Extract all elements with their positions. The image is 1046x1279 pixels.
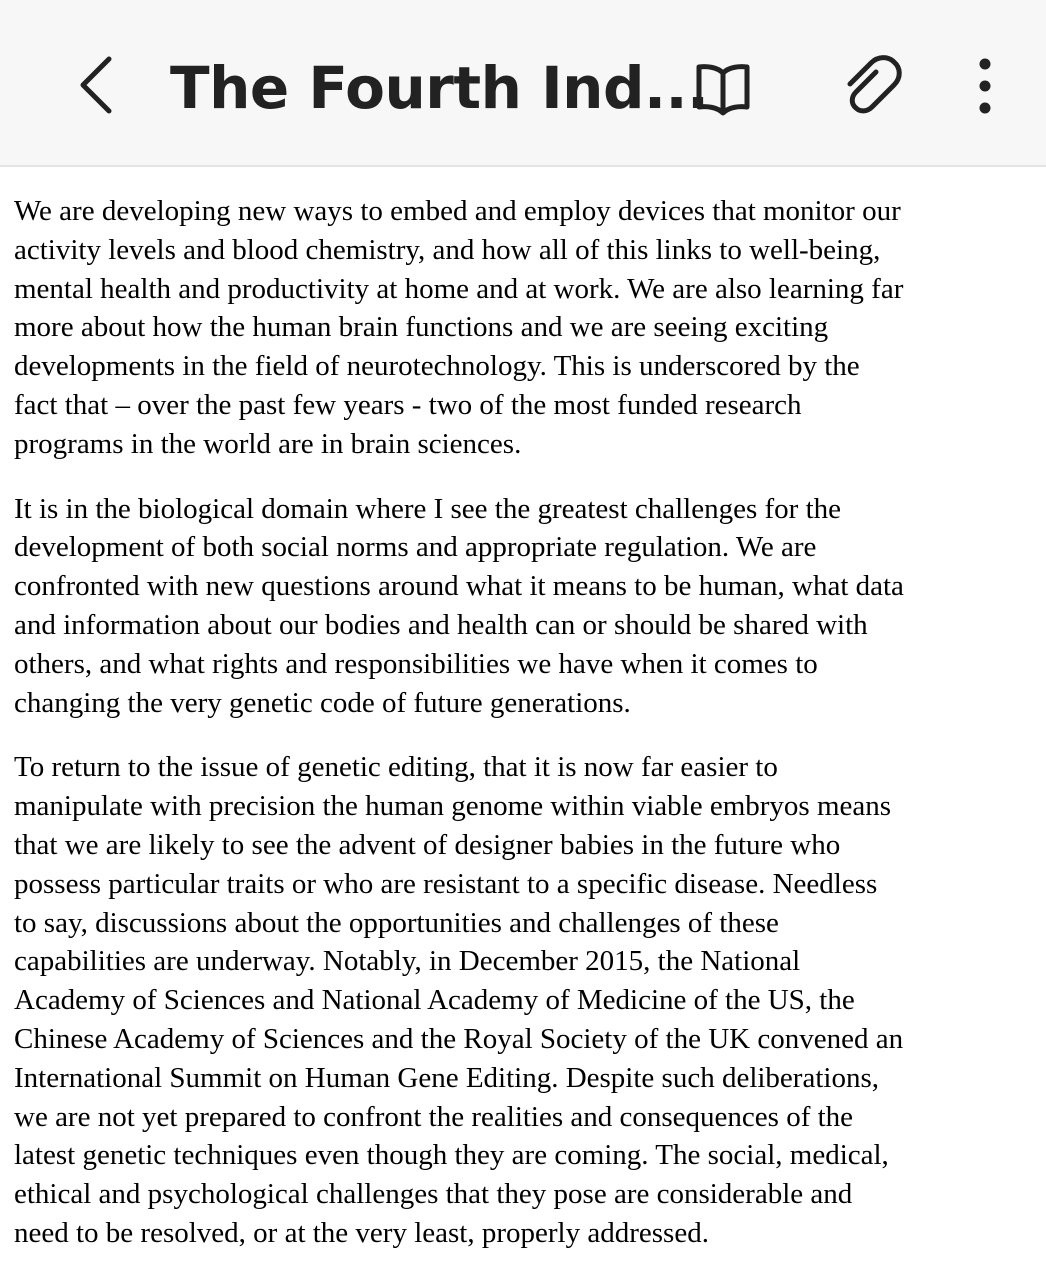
text-line: development of both social norms and appropriate regulation. We are: [14, 531, 817, 564]
text-line: manipulate with precision the human genome within viable embryos means: [14, 790, 892, 823]
text-line: It is in the biological domain where I see the greatest challenges for the: [14, 492, 842, 525]
text-line: to say, discussions about the opportunities and challenges of these: [14, 906, 779, 939]
text-line: others, and what rights and responsibilities we have when it comes to: [14, 647, 818, 680]
text-line: International Summit on Human Gene Editing. Despite such deliberations,: [14, 1061, 879, 1094]
text-line: capabilities are underway. Notably, in December 2015, the National: [14, 945, 801, 978]
text-line: mental health and productivity at home and at work. We are also learning far: [14, 272, 904, 305]
text-line: need to be resolved, or at the very least, properly addressed.: [14, 1216, 709, 1249]
text-line: We are developing new ways to embed and employ devices that monitor our: [14, 195, 901, 227]
attachment-button[interactable]: [832, 48, 908, 124]
text-line: Academy of Sciences and National Academy of Medicine of the US, the: [14, 984, 855, 1017]
open-book-icon: [693, 59, 753, 117]
chevron-left-icon: [75, 53, 115, 117]
text-line: changing the very genetic code of future generations.: [14, 686, 631, 719]
text-line: To return to the issue of genetic editing, that it is now far easier to: [14, 751, 778, 784]
text-line: possess particular traits or who are resistant to a specific disease. Needless: [14, 867, 878, 900]
text-line: latest genetic techniques even though they are coming. The social, medical,: [14, 1139, 889, 1172]
paragraph-2: [14, 490, 1036, 723]
top-toolbar: [0, 0, 1046, 167]
back-button[interactable]: [60, 45, 130, 125]
text-line: activity levels and blood chemistry, and how all of this links to well-being,: [14, 233, 881, 266]
more-vertical-icon: [977, 58, 993, 114]
text-line: Chinese Academy of Sciences and the Royal Society of the UK convened an: [14, 1022, 904, 1055]
document-title: The Fourth Ind...: [170, 54, 709, 122]
text-line: developments in the field of neurotechnology. This is underscored by the: [14, 350, 860, 383]
document-content: [14, 192, 1036, 1279]
text-line: more about how the human brain functions and we are seeing exciting: [14, 311, 829, 344]
more-options-button[interactable]: [960, 48, 1010, 124]
paperclip-icon: [838, 54, 902, 118]
text-line: and information about our bodies and health can or should be shared with: [14, 608, 868, 641]
paragraph-3: [14, 748, 1036, 1252]
text-line: ethical and psychological challenges that they pose are considerable and: [14, 1178, 853, 1211]
text-line: fact that – over the past few years - two of the most funded research: [14, 388, 802, 421]
text-line: we are not yet prepared to confront the realities and consequences of the: [14, 1100, 854, 1133]
reading-mode-button[interactable]: [685, 50, 761, 126]
text-line: programs in the world are in brain sciences.: [14, 427, 522, 460]
text-line: that we are likely to see the advent of designer babies in the future who: [14, 828, 841, 861]
paragraph-1: [14, 192, 1036, 464]
text-line: confronted with new questions around what it means to be human, what data: [14, 570, 904, 603]
